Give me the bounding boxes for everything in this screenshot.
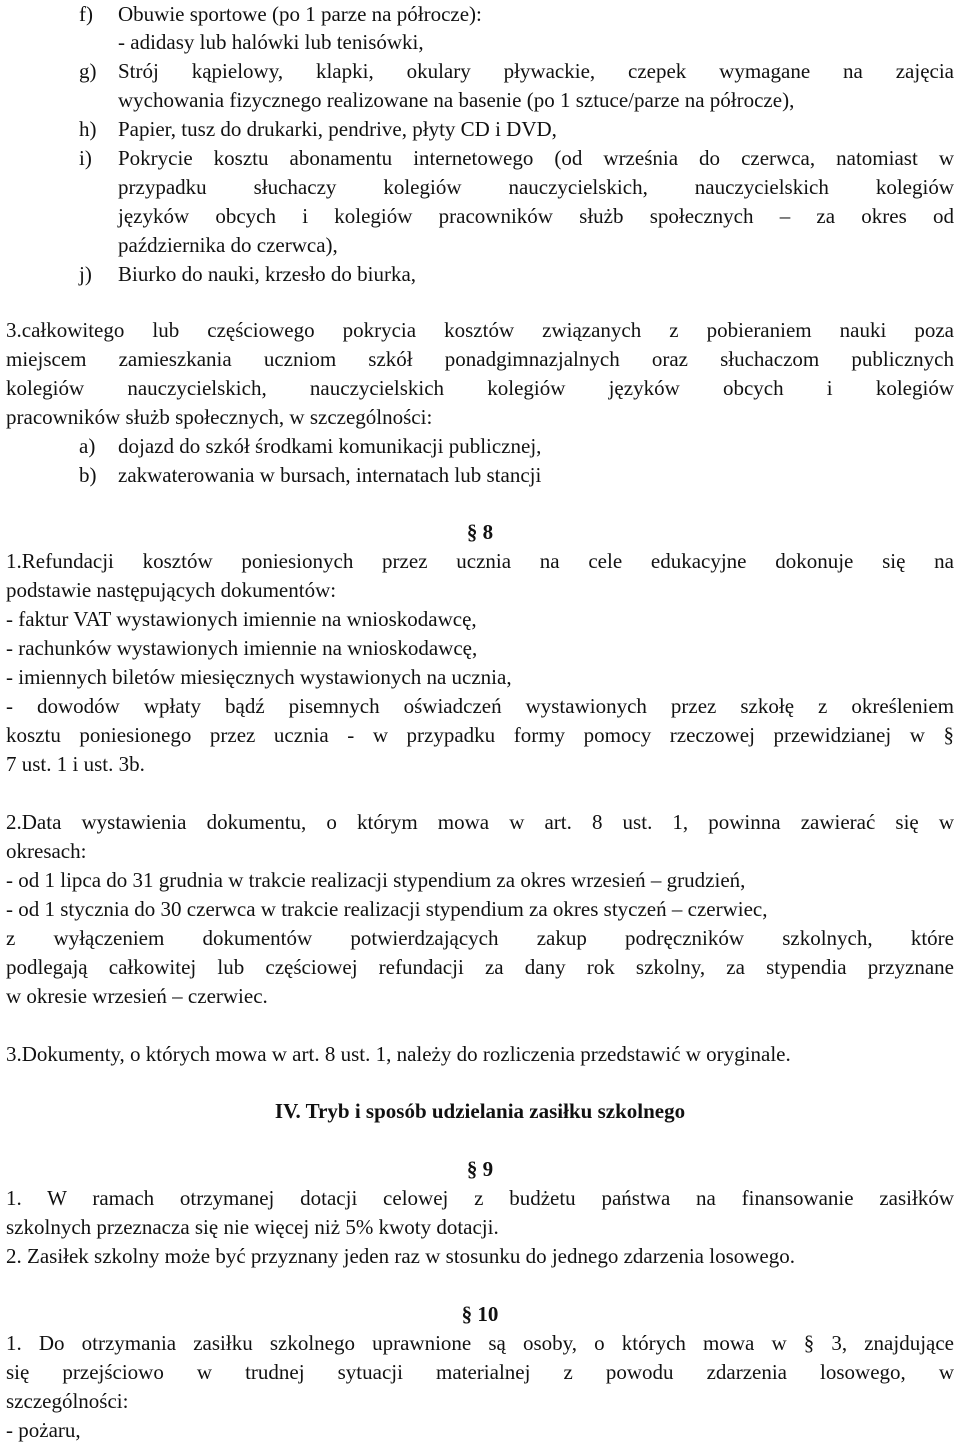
paragraph-line: w okresie wrzesień – czerwiec. (6, 984, 268, 1008)
paragraph-line: miejscem zamieszkania uczniom szkół ponadgimnazjalnych oraz słuchaczom publicznych (6, 347, 954, 371)
chapter-title: IV. Tryb i sposób udzielania zasiłku szkolnego (274, 1099, 686, 1123)
paragraph-line: 1. W ramach otrzymanej dotacji celowej z budżetu państwa na finansowanie zasiłków (6, 1186, 954, 1210)
section-heading-9: § 9 (466, 1157, 494, 1181)
list-text: Strój kąpielowy, klapki, okulary pływackie, czepek wymagane na zajęcia (118, 59, 954, 83)
list-text: Biurko do nauki, krzesło do biurka, (118, 262, 417, 286)
list-label: g) (79, 59, 97, 83)
list-text: października do czerwca), (118, 233, 338, 257)
paragraph-line: 1. Do otrzymania zasiłku szkolnego uprawnione są osoby, o których mowa w § 3, znajdujące (6, 1331, 954, 1355)
paragraph-line: okresach: (6, 839, 87, 863)
paragraph-line: podstawie następujących dokumentów: (6, 578, 337, 602)
paragraph-line: pracowników służb społecznych, w szczególności: (6, 405, 433, 429)
list-text: języków obcych i kolegiów pracowników służb społecznych – za okres od (118, 204, 954, 228)
paragraph-line: kosztu poniesionego przez ucznia - w przypadku formy pomocy rzeczowej przewidzianej w § (6, 723, 954, 747)
list-text: przypadku słuchaczy kolegiów nauczycielskich, nauczycielskich kolegiów (118, 175, 954, 199)
paragraph-line: się przejściowo w trudnej sytuacji materialnej z powodu zdarzenia losowego, w (6, 1360, 954, 1384)
list-label: j) (79, 262, 92, 286)
list-text: dojazd do szkół środkami komunikacji publicznej, (118, 434, 542, 458)
section-8-paragraph-3: 3.Dokumenty, o których mowa w art. 8 ust. 1, należy do rozliczenia przedstawić w oryginale. (6, 1042, 791, 1066)
paragraph-line: z wyłączeniem dokumentów potwierdzających zakup podręczników szkolnych, które (6, 926, 954, 950)
paragraph-line: 1.Refundacji kosztów poniesionych przez ucznia na cele edukacyjne dokonuje się na (6, 549, 954, 573)
list-text: Papier, tusz do drukarki, pendrive, płyty CD i DVD, (118, 117, 557, 141)
paragraph-line: - imiennych biletów miesięcznych wystawionych na ucznia, (6, 665, 512, 689)
list-text: zakwaterowania w bursach, internatach lub stancji (118, 463, 542, 487)
section-9-paragraph-2: 2. Zasiłek szkolny może być przyznany jeden raz w stosunku do jednego zdarzenia losowego. (6, 1244, 795, 1268)
list-label: i) (79, 146, 92, 170)
paragraph-line: - rachunków wystawionych imiennie na wnioskodawcę, (6, 636, 478, 660)
paragraph-line: kolegiów nauczycielskich, nauczycielskich kolegiów języków obcych i kolegiów (6, 376, 954, 400)
paragraph-line: - pożaru, (6, 1418, 81, 1442)
section-heading-10: § 10 (461, 1302, 499, 1326)
list-text: Pokrycie kosztu abonamentu internetowego (od września do czerwca, natomiast w (118, 146, 954, 170)
list-label: a) (79, 434, 96, 458)
paragraph-line: 3.całkowitego lub częściowego pokrycia kosztów związanych z pobieraniem nauki poza (6, 318, 954, 342)
list-label: b) (79, 463, 97, 487)
list-text: Obuwie sportowe (po 1 parze na półrocze): (118, 2, 482, 26)
paragraph-line: 7 ust. 1 i ust. 3b. (6, 752, 145, 776)
paragraph-line: - od 1 stycznia do 30 czerwca w trakcie realizacji stypendium za okres styczeń – czerwiec, (6, 897, 768, 921)
list-text: - adidasy lub halówki lub tenisówki, (118, 30, 424, 54)
paragraph-line: 2.Data wystawienia dokumentu, o którym mowa w art. 8 ust. 1, powinna zawierać się w (6, 810, 954, 834)
section-heading-8: § 8 (466, 520, 494, 544)
list-text: wychowania fizycznego realizowane na basenie (po 1 sztuce/parze na półrocze), (118, 88, 795, 112)
paragraph-line: - dowodów wpłaty bądź pisemnych oświadczeń wystawionych przez szkołę z określeniem (6, 694, 954, 718)
paragraph-line: - od 1 lipca do 31 grudnia w trakcie realizacji stypendium za okres wrzesień – grudzień, (6, 868, 746, 892)
paragraph-line: szczególności: (6, 1389, 129, 1413)
list-label: f) (79, 2, 93, 26)
paragraph-line: szkolnych przeznacza się nie więcej niż 5% kwoty dotacji. (6, 1215, 499, 1239)
paragraph-line: - faktur VAT wystawionych imiennie na wnioskodawcę, (6, 607, 477, 631)
list-label: h) (79, 117, 97, 141)
paragraph-line: podlegają całkowitej lub częściowej refundacji za dany rok szkolny, za stypendia przyznane (6, 955, 954, 979)
